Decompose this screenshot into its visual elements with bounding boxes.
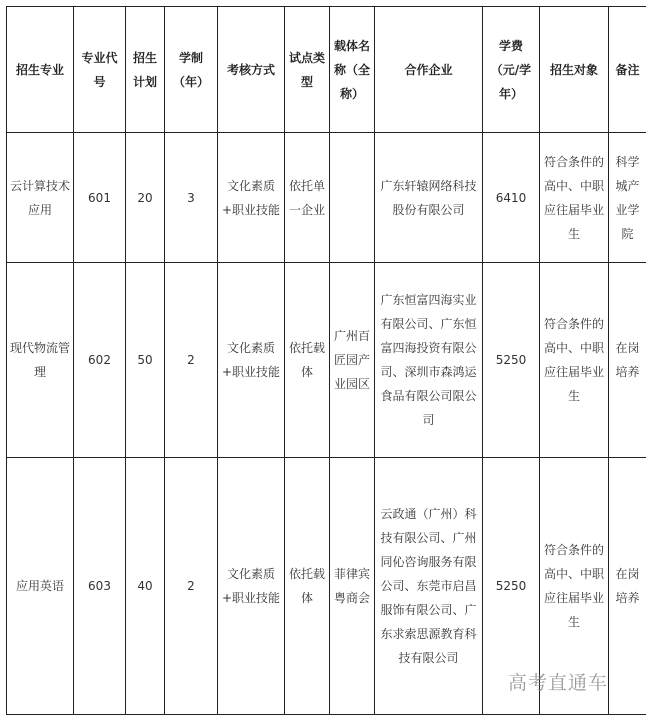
table-row bbox=[7, 263, 646, 458]
cell-exam: 文化素质+职业技能 bbox=[218, 133, 285, 263]
cell-remarks: 在岗培养 bbox=[609, 263, 646, 458]
cell-carrier-name bbox=[330, 133, 375, 263]
cell-carrier-name: 菲律宾粤商会 bbox=[330, 458, 375, 715]
header-remarks: 备注 bbox=[609, 7, 646, 133]
header-plan: 招生计划 bbox=[126, 7, 165, 133]
header-row bbox=[7, 7, 646, 133]
cell-target: 符合条件的高中、中职应往届毕业生 bbox=[540, 458, 609, 715]
cell-plan: 50 bbox=[126, 263, 165, 458]
cell-pilot-type: 依托单一企业 bbox=[285, 133, 330, 263]
cell-tuition: 5250 bbox=[483, 458, 540, 715]
header-exam: 考核方式 bbox=[218, 7, 285, 133]
cell-pilot-type: 依托载体 bbox=[285, 458, 330, 715]
cell-partner: 云政通（广州）科技有限公司、广州同伈咨询服务有限公司、东莞市启昌服饰有限公司、广东求索思源教育科技有限公司 bbox=[375, 458, 483, 715]
cell-major: 云计算技术应用 bbox=[7, 133, 74, 263]
cell-duration: 3 bbox=[165, 133, 218, 263]
cell-partner: 广东轩辕网络科技股份有限公司 bbox=[375, 133, 483, 263]
cell-target: 符合条件的高中、中职应往届毕业生 bbox=[540, 133, 609, 263]
watermark-text: 高考直通车 bbox=[508, 672, 609, 694]
cell-remarks: 科学城产业学院 bbox=[609, 133, 646, 263]
cell-duration: 2 bbox=[165, 263, 218, 458]
header-tuition: 学费（元/学年） bbox=[483, 7, 540, 133]
cell-remarks: 在岗培养 bbox=[609, 458, 646, 715]
header-code: 专业代号 bbox=[74, 7, 126, 133]
cell-code: 601 bbox=[74, 133, 126, 263]
table-row bbox=[7, 133, 646, 263]
cell-major: 现代物流管理 bbox=[7, 263, 74, 458]
cell-tuition: 6410 bbox=[483, 133, 540, 263]
cell-plan: 40 bbox=[126, 458, 165, 715]
header-carrier-name: 载体名称（全称） bbox=[330, 7, 375, 133]
cell-major: 应用英语 bbox=[7, 458, 74, 715]
cell-pilot-type: 依托载体 bbox=[285, 263, 330, 458]
cell-duration: 2 bbox=[165, 458, 218, 715]
header-target: 招生对象 bbox=[540, 7, 609, 133]
header-partner: 合作企业 bbox=[375, 7, 483, 133]
cell-tuition: 5250 bbox=[483, 263, 540, 458]
cell-plan: 20 bbox=[126, 133, 165, 263]
cell-carrier-name: 广州百匠园产业园区 bbox=[330, 263, 375, 458]
cell-target: 符合条件的高中、中职应往届毕业生 bbox=[540, 263, 609, 458]
admissions-table bbox=[6, 6, 646, 715]
cell-exam: 文化素质+职业技能 bbox=[218, 458, 285, 715]
header-major: 招生专业 bbox=[7, 7, 74, 133]
header-duration: 学制（年） bbox=[165, 7, 218, 133]
cell-exam: 文化素质+职业技能 bbox=[218, 263, 285, 458]
cell-code: 603 bbox=[74, 458, 126, 715]
cell-code: 602 bbox=[74, 263, 126, 458]
cell-partner: 广东恒富四海实业有限公司、广东恒富四海投资有限公司、深圳市森鸿运食品有限公司限公司 bbox=[375, 263, 483, 458]
header-pilot-type: 试点类型 bbox=[285, 7, 330, 133]
